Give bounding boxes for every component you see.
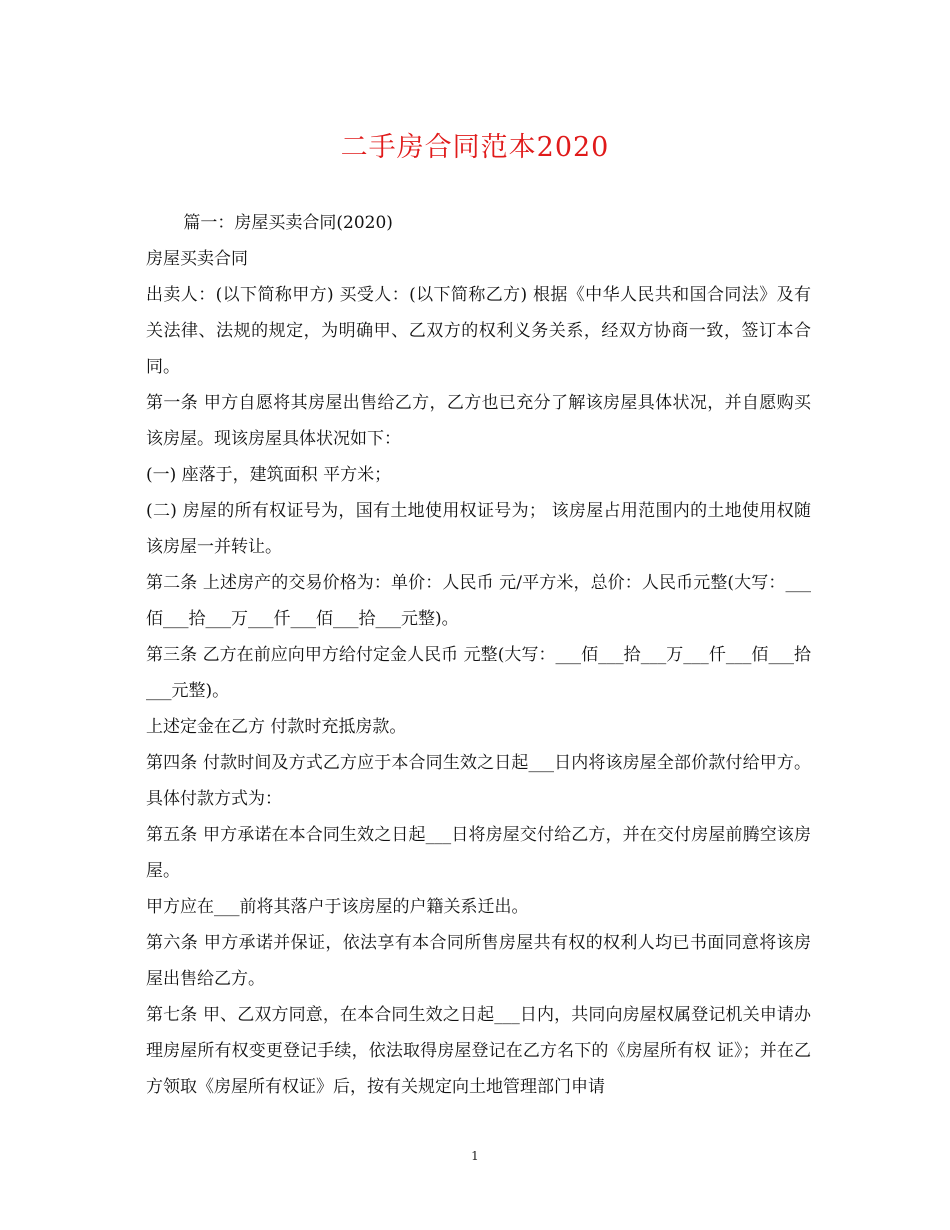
paragraph-household: 甲方应在___前将其落户于该房屋的户籍关系迁出。 [146, 897, 529, 917]
section-heading: 篇一：房屋买卖合同(2020) [183, 213, 393, 233]
document-body [146, 205, 811, 1105]
paragraph-article-3: 第三条 乙方在前应向甲方给付定金人民币 元整(大写：___佰___拾___万___仟___佰___拾___元整)。 [146, 645, 811, 701]
contract-name: 房屋买卖合同 [146, 249, 248, 269]
page-number: 1 [471, 1149, 479, 1163]
paragraph-article-4: 第四条 付款时间及方式乙方应于本合同生效之日起___日内将该房屋全部价款付给甲方。具体付款方式为： [146, 753, 811, 809]
paragraph-item-1: (一) 座落于，建筑面积 平方米； [146, 465, 392, 485]
paragraph-deposit: 上述定金在乙方 付款时充抵房款。 [146, 717, 407, 737]
paragraph-item-2: (二) 房屋的所有权证号为，国有土地使用权证号为； 该房屋占用范围内的土地使用权随该房屋一并转让。 [146, 501, 811, 557]
paragraph-article-6: 第六条 甲方承诺并保证，依法享有本合同所售房屋共有权的权利人均已书面同意将该房屋出售给乙方。 [146, 933, 811, 989]
paragraph-preamble: 出卖人：(以下简称甲方) 买受人：(以下简称乙方) 根据《中华人民共和国合同法》及有关法律、法规的规定，为明确甲、乙双方的权利义务关系，经双方协商一致，签订本合同。 [146, 285, 811, 377]
paragraph-article-5: 第五条 甲方承诺在本合同生效之日起___日将房屋交付给乙方，并在交付房屋前腾空该房屋。 [146, 825, 811, 881]
paragraph-article-1: 第一条 甲方自愿将其房屋出售给乙方，乙方也已充分了解该房屋具体状况，并自愿购买该房屋。现该房屋具体状况如下： [146, 393, 811, 449]
paragraph-article-2: 第二条 上述房产的交易价格为：单价：人民币 元/平方米，总价：人民币元整(大写：___佰___拾___万___仟___佰___拾___元整)。 [146, 573, 811, 629]
paragraph-article-7: 第七条 甲、乙双方同意，在本合同生效之日起___日内，共同向房屋权属登记机关申请办理房屋所有权变更登记手续，依法取得房屋登记在乙方名下的《房屋所有权 证》；并在乙方领取《房屋所有权证》后，按有关规定向土地管理部门申请 [146, 1005, 811, 1097]
document-title: 二手房合同范本2020 [340, 132, 610, 163]
